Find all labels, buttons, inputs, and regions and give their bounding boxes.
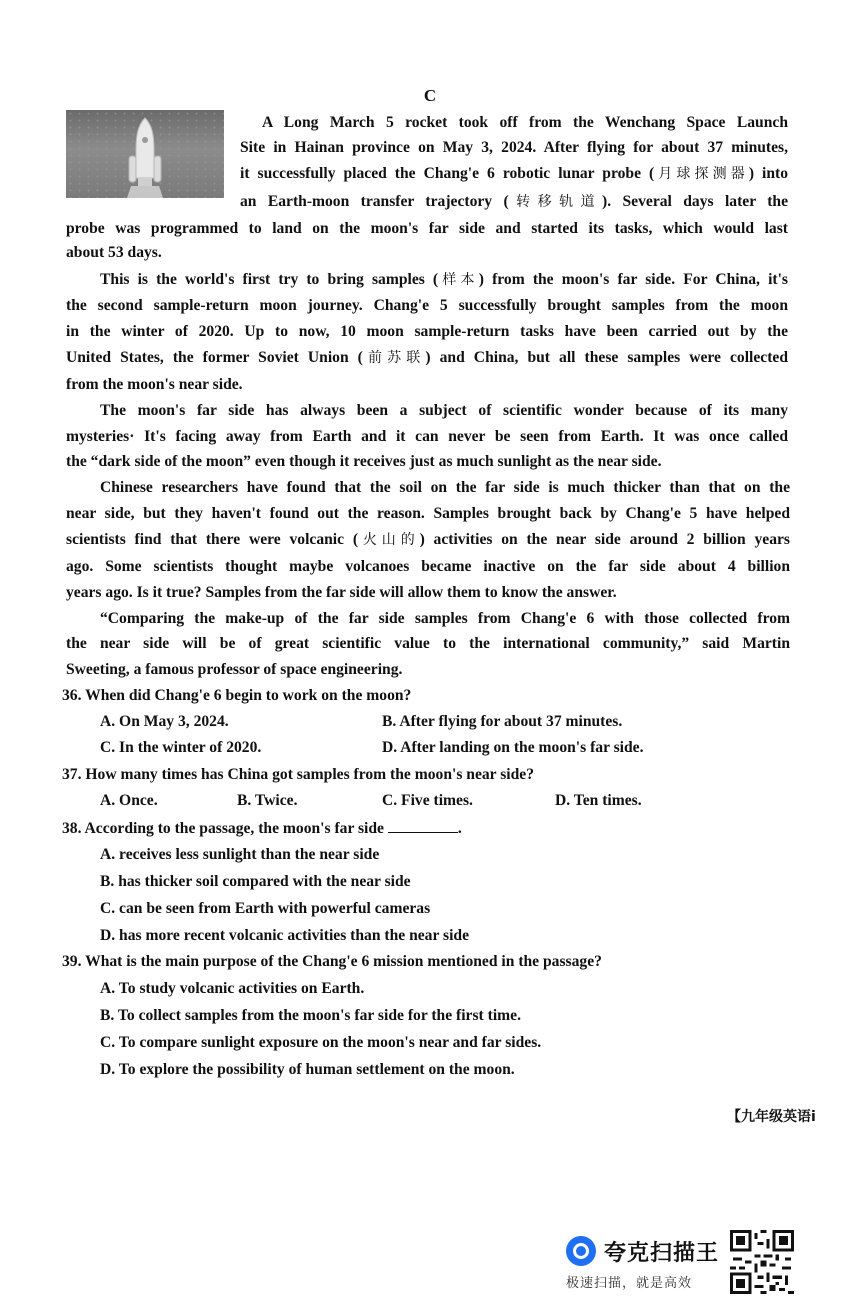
p1-line-4: an Earth-moon transfer trajectory (转移轨道). Several days later the [240,193,789,210]
question-36-stem: 36. When did Chang'e 6 begin to work on the moon? [62,687,412,704]
p5-line-3: Sweeting, a famous professor of space engineering. [66,661,403,678]
section-letter: C [423,86,437,105]
question-36-option-c: C. In the winter of 2020. [100,739,262,756]
p2-line-3: in the winter of 2020. Up to now, 10 moon sample-return tasks have been carried out by the [66,323,788,340]
question-36-option-d: D. After landing on the moon's far side. [382,739,644,756]
rocket-photo [66,110,224,198]
grade-subject-tag: 【九年级英语i [727,1109,816,1125]
qr-code-icon [730,1230,794,1294]
p3-line-3: the “dark side of the moon” even though it receives just as much sunlight as the near side. [66,453,662,470]
p2-line-5: from the moon's near side. [66,376,243,393]
p1-line-6: about 53 days. [66,244,162,261]
question-39-option-d: D. To explore the possibility of human settlement on the moon. [100,1061,515,1078]
scanner-watermark [566,1232,726,1292]
p4-line-2: near side, but they haven't found out the reason. Samples brought back by Chang'e 5 have helped [66,505,790,522]
quark-logo-icon [566,1236,596,1266]
question-36-option-b: B. After flying for about 37 minutes. [382,713,623,730]
question-38-option-a: A. receives less sunlight than the near side [100,846,380,863]
p1-line-5: probe was programmed to land on the moon's far side and started its tasks, which would last [66,220,788,237]
question-37-option-c: C. Five times. [382,792,473,809]
question-38-option-d: D. has more recent volcanic activities than the near side [100,927,470,944]
question-39-option-b: B. To collect samples from the moon's far side for the first time. [100,1007,521,1024]
brand-name: 夸克扫描王 [604,1241,720,1266]
p5-line-2: the near side will be of great scientific value to the international community,” said Martin [66,635,790,652]
question-37-option-a: A. Once. [100,792,158,809]
question-36-option-a: A. On May 3, 2024. [100,713,229,730]
p4-line-5: years ago. Is it true? Samples from the far side will allow them to know the answer. [66,584,617,601]
p2-line-1: This is the world's first try to bring samples (样本) from the moon's far side. For China, it's [100,271,788,288]
p3-line-1: The moon's far side has always been a subject of scientific wonder because of its many [100,402,788,419]
p2-line-4: United States, the former Soviet Union (前苏联) and China, but all these samples were collected [66,349,788,366]
question-39-option-c: C. To compare sunlight exposure on the moon's near and far sides. [100,1034,542,1051]
p1-line-3: it successfully placed the Chang'e 6 robotic lunar probe (月球探测器) into [240,165,788,182]
question-38-option-c: C. can be seen from Earth with powerful cameras [100,900,431,917]
p1-line-2: Site in Hainan province on May 3, 2024. After flying for about 37 minutes, [240,139,788,156]
question-37-option-d: D. Ten times. [555,792,642,809]
p4-line-3: scientists find that there were volcanic (火山的) activities on the near side around 2 billion years [66,531,790,548]
question-37-stem: 37. How many times has China got samples from the moon's near side? [62,766,535,783]
question-39-stem: 39. What is the main purpose of the Chang'e 6 mission mentioned in the passage? [62,953,602,970]
p5-line-1: “Comparing the make-up of the far side samples from Chang'e 6 with those collected from [100,610,790,627]
question-37-option-b: B. Twice. [237,792,298,809]
brand-slogan: 极速扫描，就是高效 [566,1276,693,1291]
question-39-option-a: A. To study volcanic activities on Earth. [100,980,365,997]
p4-line-4: ago. Some scientists thought maybe volcanoes became inactive on the far side about 4 billion [66,558,790,575]
p3-line-2: mysteries· It's facing away from Earth and it can never be seen from Earth. It was once called [66,428,788,445]
answer-blank [388,818,458,833]
p2-line-2: the second sample-return moon journey. Chang'e 5 successfully brought samples from the moon [66,297,788,314]
p4-line-1: Chinese researchers have found that the soil on the far side is much thicker than that on the [100,479,790,496]
p1-line-1: A Long March 5 rocket took off from the Wenchang Space Launch [262,114,788,131]
rocket-icon [123,116,167,198]
question-38-option-b: B. has thicker soil compared with the near side [100,873,411,890]
question-38-stem: 38. According to the passage, the moon's far side . [62,820,462,837]
